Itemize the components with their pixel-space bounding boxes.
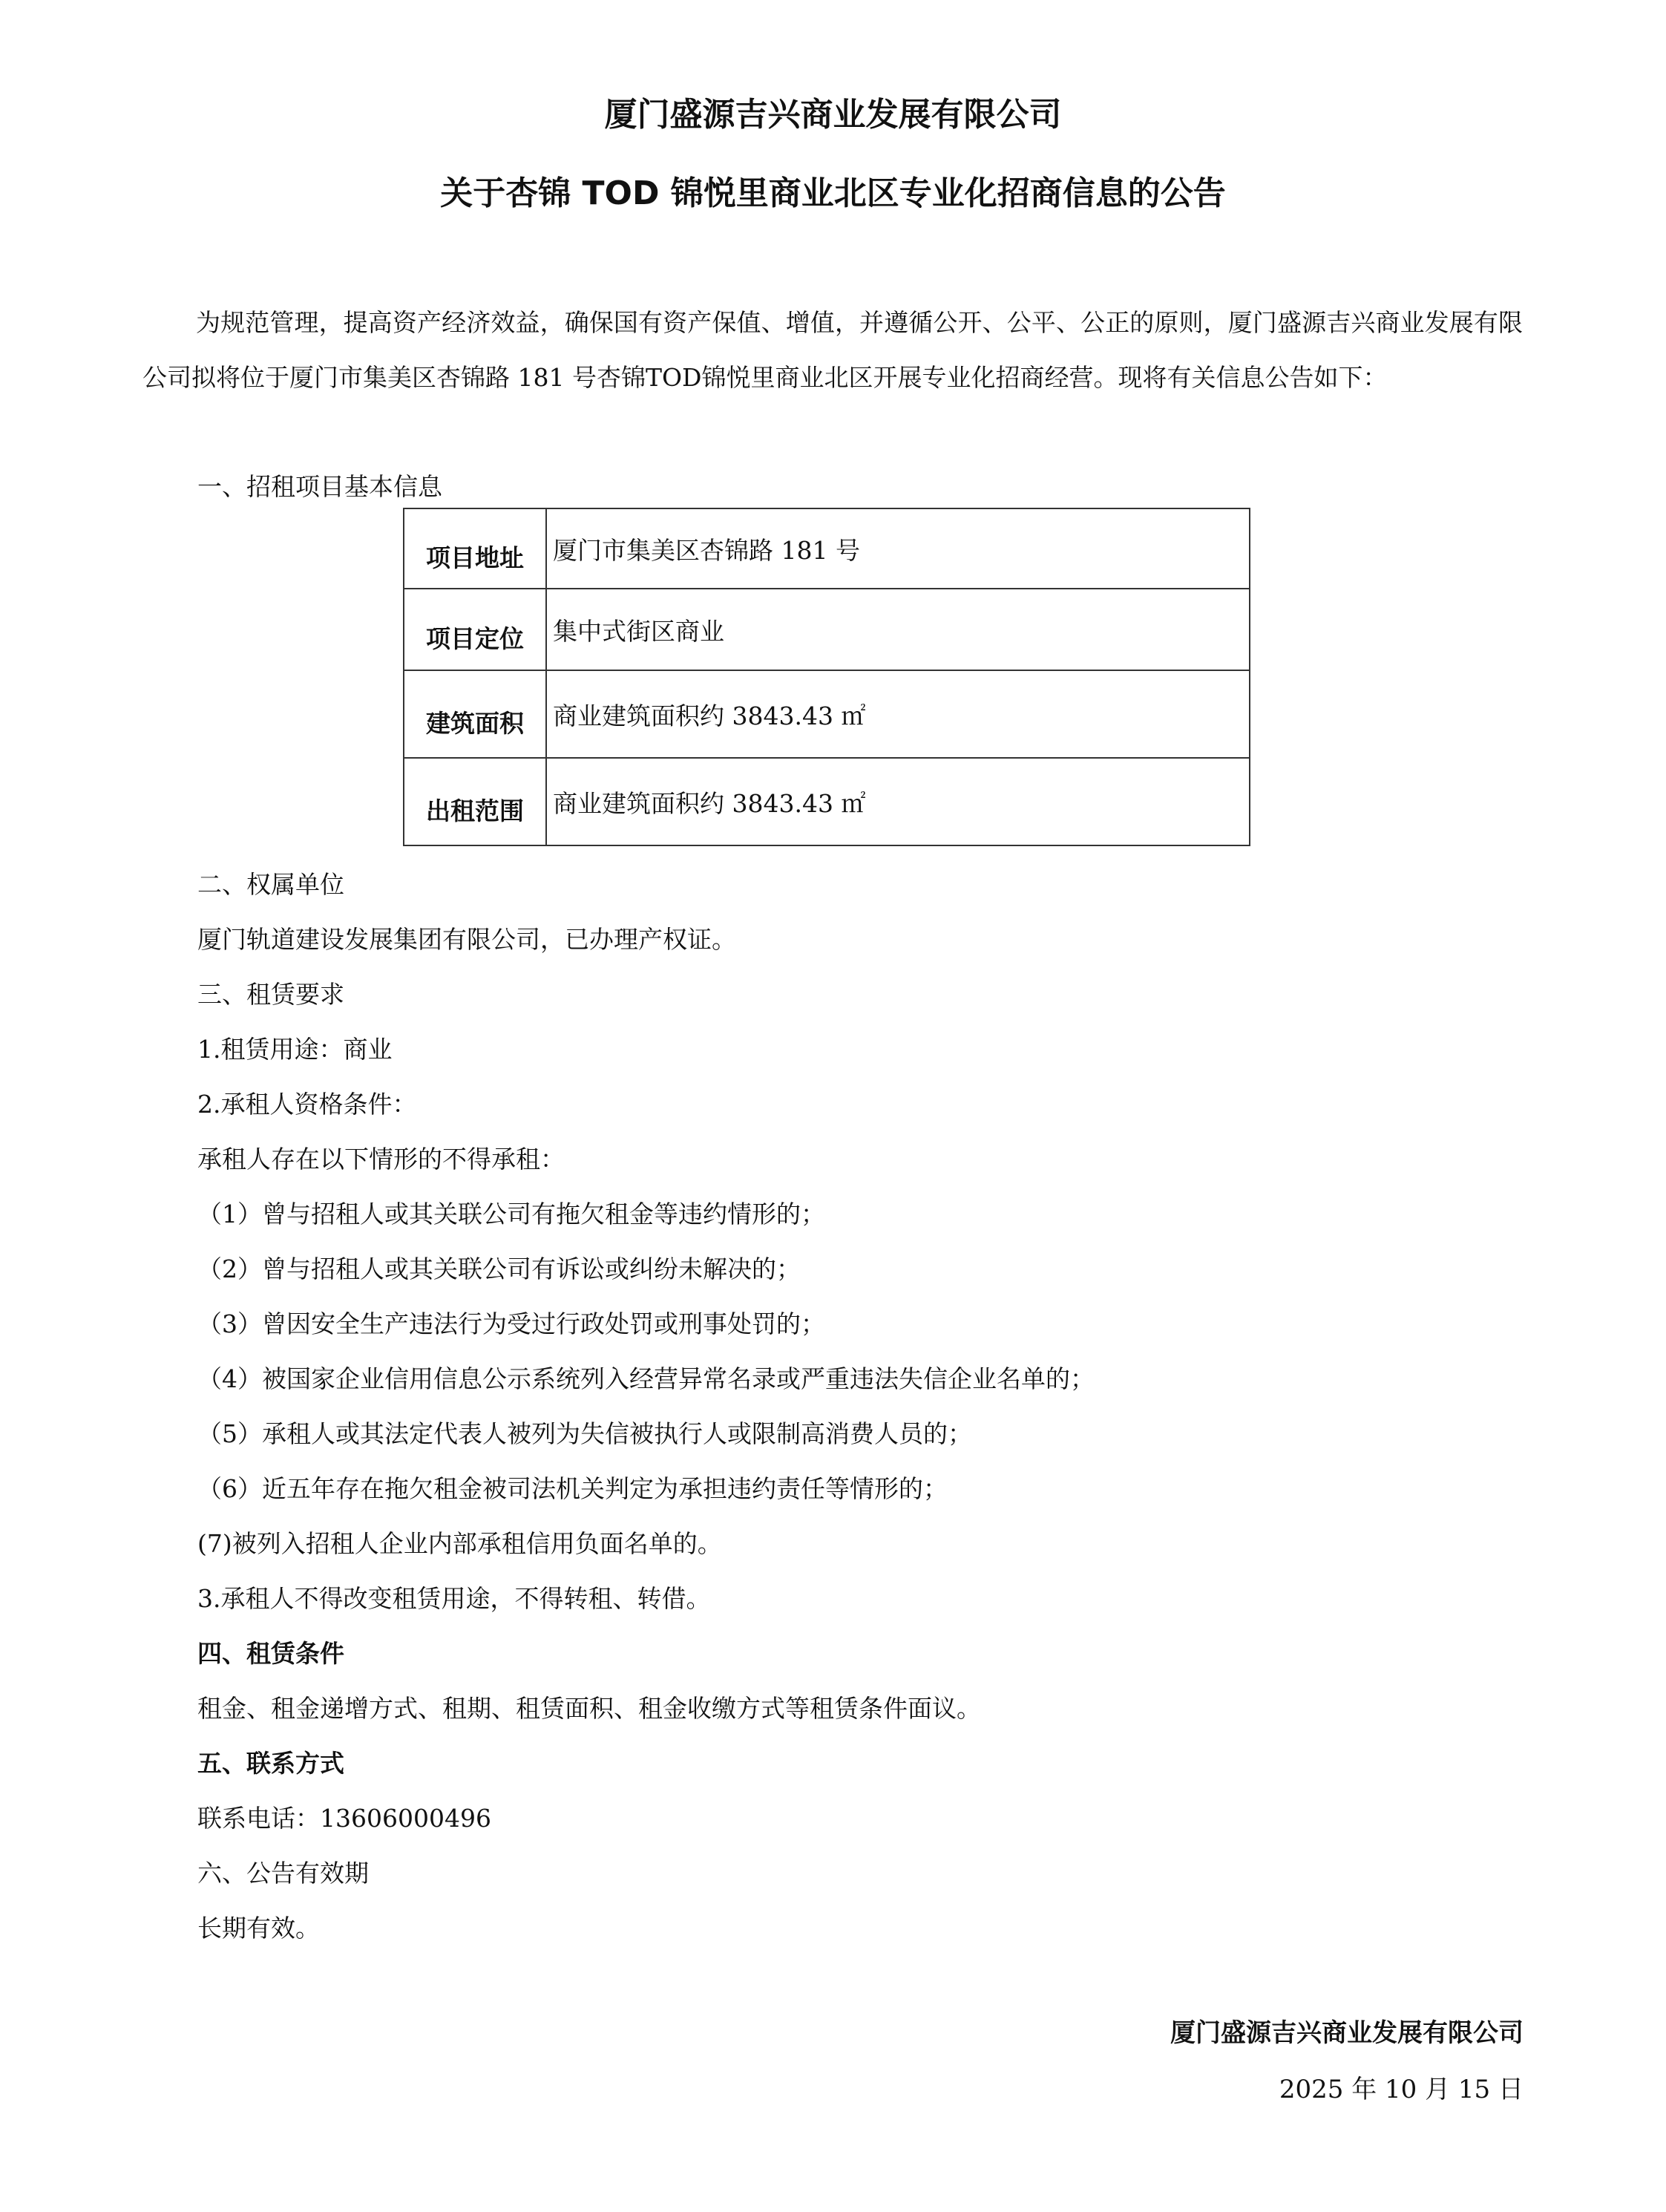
list-item: (7)被列入招租人企业内部承租信用负面名单的。: [197, 1529, 722, 1558]
signature-date: 2025 年 10 月 15 日: [1279, 2075, 1524, 2104]
rental-use: 1.租赁用途：商业: [197, 1035, 393, 1064]
list-item: （4）被国家企业信用信息公示系统列入经营异常名录或严重违法失信企业名单的；: [197, 1364, 1095, 1393]
document-title-company: 厦门盛源吉兴商业发展有限公司: [604, 96, 1062, 134]
section4-heading: 四、租赁条件: [197, 1639, 344, 1668]
document-title-subject: 关于杏锦 TOD 锦悦里商业北区专业化招商信息的公告: [440, 174, 1226, 212]
table-key: 项目地址: [404, 508, 546, 589]
list-item: （2）曾与招租人或其关联公司有诉讼或纠纷未解决的；: [197, 1254, 801, 1283]
qualification-intro: 承租人存在以下情形的不得承租：: [197, 1145, 565, 1174]
list-item: （5）承租人或其法定代表人被列为失信被执行人或限制高消费人员的；: [197, 1419, 972, 1448]
contact-phone: 联系电话：13606000496: [197, 1804, 491, 1833]
table-value: 厦门市集美区杏锦路 181 号: [546, 508, 1250, 589]
list-item: （6）近五年存在拖欠租金被司法机关判定为承担违约责任等情形的；: [197, 1474, 948, 1503]
section5-heading: 五、联系方式: [197, 1749, 344, 1778]
section2-text: 厦门轨道建设发展集团有限公司，已办理产权证。: [197, 925, 736, 954]
table-value: 商业建筑面积约 3843.43 ㎡: [546, 758, 1250, 845]
table-key: 建筑面积: [404, 670, 546, 758]
project-info-table: [403, 508, 1250, 846]
section2-heading: 二、权属单位: [197, 870, 344, 899]
table-row: [404, 758, 1250, 845]
table-row: [404, 589, 1250, 670]
table-row: [404, 508, 1250, 589]
signature-company: 厦门盛源吉兴商业发展有限公司: [1170, 2018, 1524, 2048]
section6-text: 长期有效。: [197, 1914, 320, 1943]
section6-heading: 六、公告有效期: [197, 1859, 369, 1888]
list-item: （3）曾因安全生产违法行为受过行政处罚或刑事处罚的；: [197, 1309, 825, 1338]
section1-heading: 一、招租项目基本信息: [197, 472, 442, 501]
list-item: （1）曾与招租人或其关联公司有拖欠租金等违约情形的；: [197, 1200, 825, 1228]
table-row: [404, 670, 1250, 758]
qualification-title: 2.承租人资格条件：: [197, 1090, 417, 1119]
table-key: 出租范围: [404, 758, 546, 845]
intro-paragraph: 为规范管理，提高资产经济效益，确保国有资产保值、增值，并遵循公开、公平、公正的原则，厦门盛源吉兴商业发展有限公司拟将位于厦门市集美区杏锦路 181 号杏锦TOD锦悦里商业北区开展专业化招商经营。现将有关信息公告如下：: [142, 308, 1523, 392]
restriction-text: 3.承租人不得改变租赁用途，不得转租、转借。: [197, 1584, 711, 1613]
table-value: 商业建筑面积约 3843.43 ㎡: [546, 670, 1250, 758]
table-value: 集中式街区商业: [546, 589, 1250, 670]
section3-heading: 三、租赁要求: [197, 980, 344, 1009]
section4-text: 租金、租金递增方式、租期、租赁面积、租金收缴方式等租赁条件面议。: [197, 1694, 981, 1723]
table-key: 项目定位: [404, 589, 546, 670]
